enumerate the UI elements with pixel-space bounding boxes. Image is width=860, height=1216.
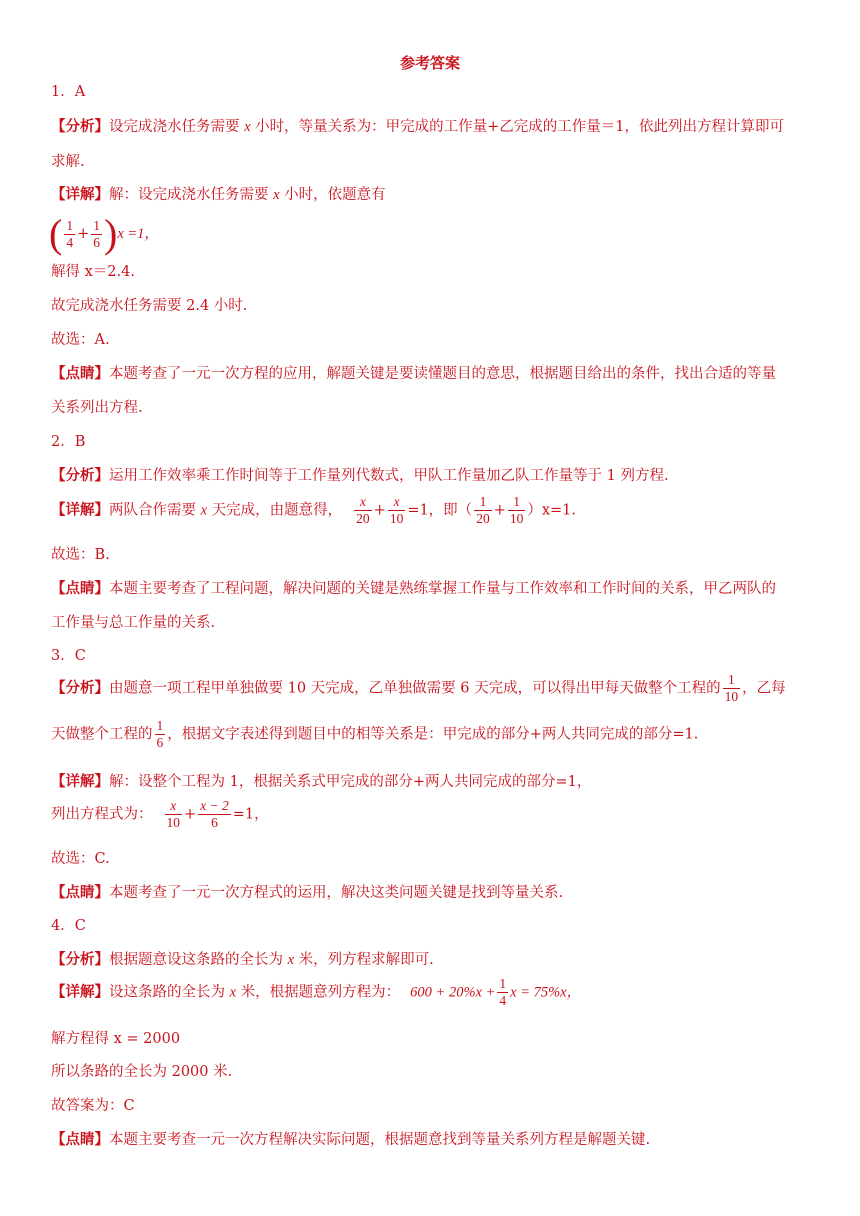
q1-analysis-line: 【分析】设完成浇水任务需要 x 小时，等量关系为：甲完成的工作量+乙完成的工作量＝1，依此列出方程计算即可 (51, 118, 785, 135)
q3-analysis-line-2: 天做整个工程的 $\frac{1}{6}$ ，根据文字表述得到题目中的相等关系是：甲完成的部分+两人共同完成的部分=1. (51, 718, 699, 750)
q2-answer-label: 2．B (51, 434, 86, 450)
q4-analysis-line: 【分析】根据题意设这条路的全长为 x 米，列方程求解即可. (51, 951, 434, 968)
q2-comment-line-2: 工作量与总工作量的关系. (51, 615, 216, 631)
q1-equation: ( $\frac{1}{4}$ + $\frac{1}{6}$ )x =1， (49, 211, 159, 256)
page-title: 参考答案 (399, 54, 460, 72)
fraction: $\frac{x - 2}{6}$ (200, 798, 229, 830)
q4-answer-label: 4．C (51, 918, 86, 934)
q1-analysis-line-2: 求解. (51, 154, 85, 170)
analysis-tag: 【分析】 (51, 118, 109, 135)
fraction: $\frac{1}{4}$ (66, 217, 74, 250)
q4-comment-line: 【点睛】本题主要考查一元一次方程解决实际问题，根据题意找到等量关系列方程是解题关键. (51, 1131, 651, 1148)
q2-choice: 故选：B. (51, 547, 110, 563)
comment-tag: 【点睛】 (51, 365, 109, 382)
q3-analysis-line: 【分析】由题意一项工程甲单独做要 10 天完成，乙单独做需要 6 天完成，可以得出甲每天做整个工程的 $\frac{1}{10}$ ，乙每 (51, 672, 786, 704)
q2-comment-line: 【点睛】本题主要考查了工程问题，解决问题的关键是熟练掌握工作量与工作效率和工作时间的关系，甲乙两队的 (51, 580, 776, 597)
q1-choice: 故选：A. (51, 332, 110, 348)
fraction: $\frac{x}{10}$ (389, 494, 404, 526)
q4-conclusion: 所以条路的全长为 2000 米. (51, 1064, 233, 1080)
q3-answer-label: 3．C (51, 648, 86, 664)
q3-choice: 故选：C. (51, 851, 110, 867)
q1-detail-line: 【详解】解：设完成浇水任务需要 x 小时，依题意有 (51, 186, 386, 203)
q1-comment-line-2: 关系列出方程. (51, 400, 143, 416)
q1-conclusion: 故完成浇水任务需要 2.4 小时. (51, 298, 248, 314)
q3-detail-line: 【详解】解：设整个工程为 1，根据关系式甲完成的部分+两人共同完成的部分=1， (51, 773, 592, 790)
detail-tag: 【详解】 (51, 186, 109, 203)
fraction: $\frac{1}{20}$ (476, 494, 490, 526)
fraction: $\frac{x}{20}$ (356, 494, 370, 526)
q2-detail-line: 【详解】两队合作需要 x 天完成，由题意得， $\frac{x}{20}$ + $\frac{x}{10}$ =1，即（ $\frac{1}{20}$ + $\frac{1}{10}$ ）x=1. (51, 494, 577, 526)
q1-answer-label: 1．A (51, 84, 86, 100)
q2-analysis-line: 【分析】运用工作效率乘工作时间等于工作量列代数式，甲队工作量加乙队工作量等于 1 列方程. (51, 467, 669, 484)
q1-comment-line: 【点睛】本题考查了一元一次方程的应用，解题关键是要读懂题目的意思，根据题目给出的条件，找出合适的等量 (51, 365, 776, 382)
fraction: $\frac{x}{10}$ (166, 798, 180, 830)
fraction: $\frac{1}{6}$ (93, 217, 100, 250)
q4-solve: 解方程得 x = 2000 (51, 1031, 181, 1047)
fraction: $\frac{1}{6}$ (156, 718, 164, 750)
q1-solve: 解得 x＝2.4. (51, 264, 135, 280)
fraction: $\frac{1}{10}$ (724, 672, 739, 704)
fraction: $\frac{1}{10}$ (509, 494, 524, 526)
q3-comment-line: 【点睛】本题考查了一元一次方程式的运用，解决这类问题关键是找到等量关系. (51, 884, 564, 901)
fraction: $\frac{1}{4}$ (499, 976, 507, 1008)
q4-detail-line: 【详解】设这条路的全长为 x 米，根据题意列方程为： 600 + 20%x + $\frac{1}{4}$ x = 75%x， (51, 976, 582, 1008)
q3-equation: 列出方程式为： $\frac{x}{10}$ + $\frac{x - 2}{6}$ =1， (51, 798, 269, 830)
q4-answer: 故答案为：C (51, 1098, 135, 1114)
